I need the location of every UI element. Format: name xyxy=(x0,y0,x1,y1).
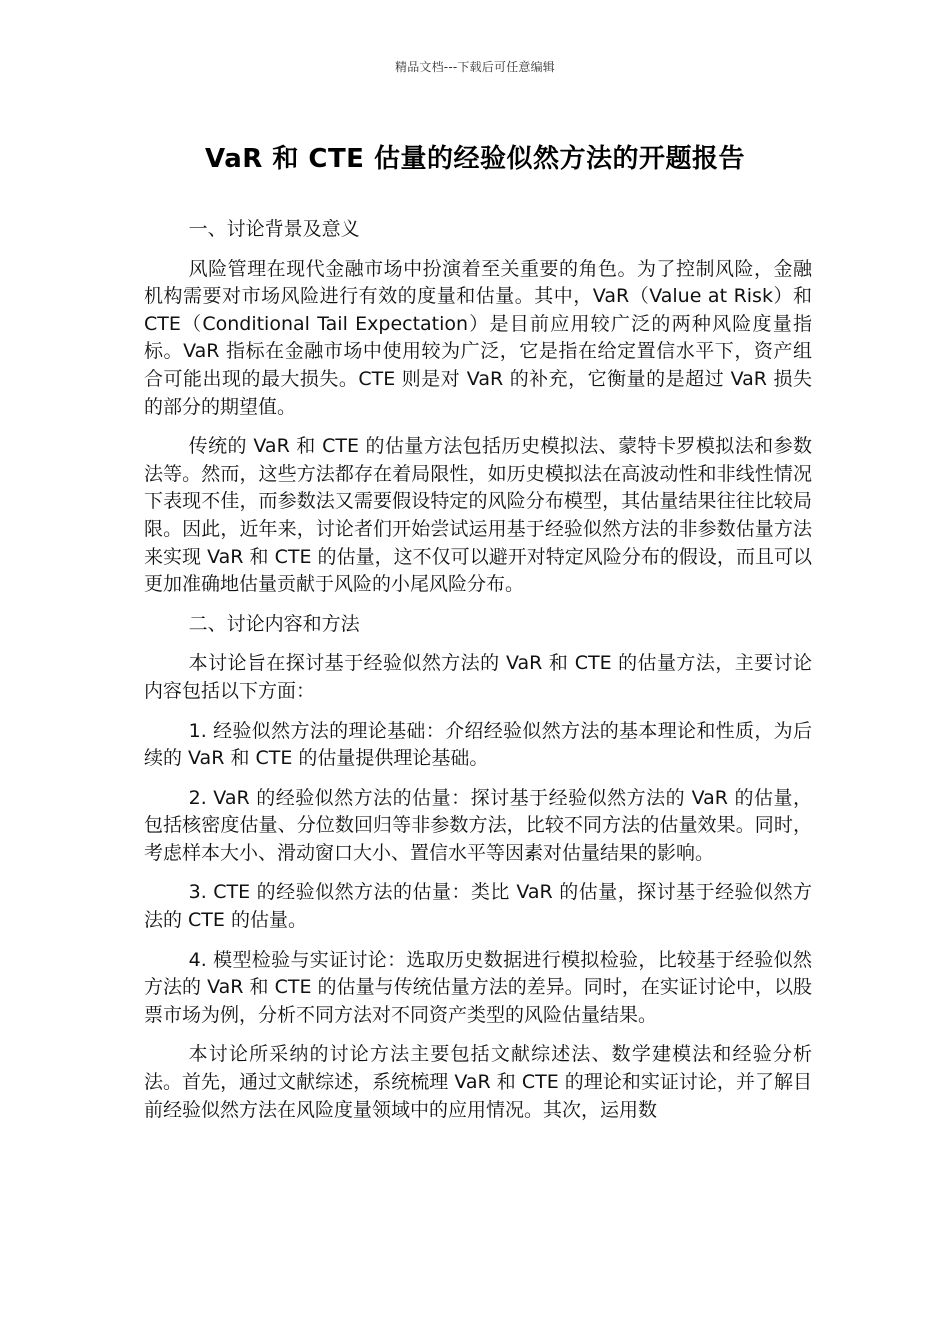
list-item-model-testing: 4. 模型检验与实证讨论：选取历史数据进行模拟检验，比较基于经验似然方法的 VaR 和 CTE 的估量与传统估量方法的差异。同时，在实证讨论中，以股票市场为例，分析不同方法对不同资产类型的风险估量结果。 xyxy=(144,948,812,1026)
paragraph-research-intro: 本讨论旨在探讨基于经验似然方法的 VaR 和 CTE 的估量方法，主要讨论内容包括以下方面： xyxy=(144,652,812,702)
paragraph-risk-management: 风险管理在现代金融市场中扮演着至关重要的角色。为了控制风险，金融机构需要对市场风险进行有效的度量和估量。其中，VaR（Value at Risk）和 CTE（Conditional Tail Expectation）是目前应用较广泛的两种风险度量指标。VaR 指标在金融市场中使用较为广泛，它是指在给定置信水平下，资产组合可能出现的最大损失。CTE 则是对 VaR 的补充，它衡量的是超过 VaR 损失的部分的期望值。 xyxy=(144,257,812,418)
paragraph-research-methods: 本讨论所采纳的讨论方法主要包括文献综述法、数学建模法和经验分析法。首先，通过文献综述，系统梳理 VaR 和 CTE 的理论和实证讨论，并了解目前经验似然方法在风险度量领域中的应用情况。其次，运用数 xyxy=(144,1043,812,1121)
section-heading-content-methods: 二、讨论内容和方法 xyxy=(188,612,360,635)
list-item-theory: 1. 经验似然方法的理论基础：介绍经验似然方法的基本理论和性质，为后续的 VaR 和 CTE 的估量提供理论基础。 xyxy=(144,719,812,770)
list-item-cte-estimation: 3. CTE 的经验似然方法的估量：类比 VaR 的估量，探讨基于经验似然方法的 CTE 的估量。 xyxy=(144,881,812,932)
paragraph-traditional-methods: 传统的 VaR 和 CTE 的估量方法包括历史模拟法、蒙特卡罗模拟法和参数法等。然而，这些方法都存在着局限性，如历史模拟法在高波动性和非线性情况下表现不佳，而参数法又需要假设特定的风险分布模型，其估量结果往往比较局限。因此，近年来，讨论者们开始尝试运用基于经验似然方法的非参数估量方法来实现 VaR 和 CTE 的估量，这不仅可以避开对特定风险分布的假设，而且可以更加准确地估量贡献于风险的小尾风险分布。 xyxy=(144,435,812,596)
document-body xyxy=(144,216,812,1136)
document-title: VaR 和 CTE 估量的经验似然方法的开题报告 xyxy=(205,144,745,174)
page-header: 精品文档---下载后可任意编辑 xyxy=(395,60,555,74)
section-heading-background: 一、讨论背景及意义 xyxy=(188,218,360,240)
list-item-var-estimation: 2. VaR 的经验似然方法的估量：探讨基于经验似然方法的 VaR 的估量，包括核密度估量、分位数回归等非参数方法，比较不同方法的估量效果。同时，考虑样本大小、滑动窗口大小、置信水平等因素对估量结果的影响。 xyxy=(144,786,812,864)
